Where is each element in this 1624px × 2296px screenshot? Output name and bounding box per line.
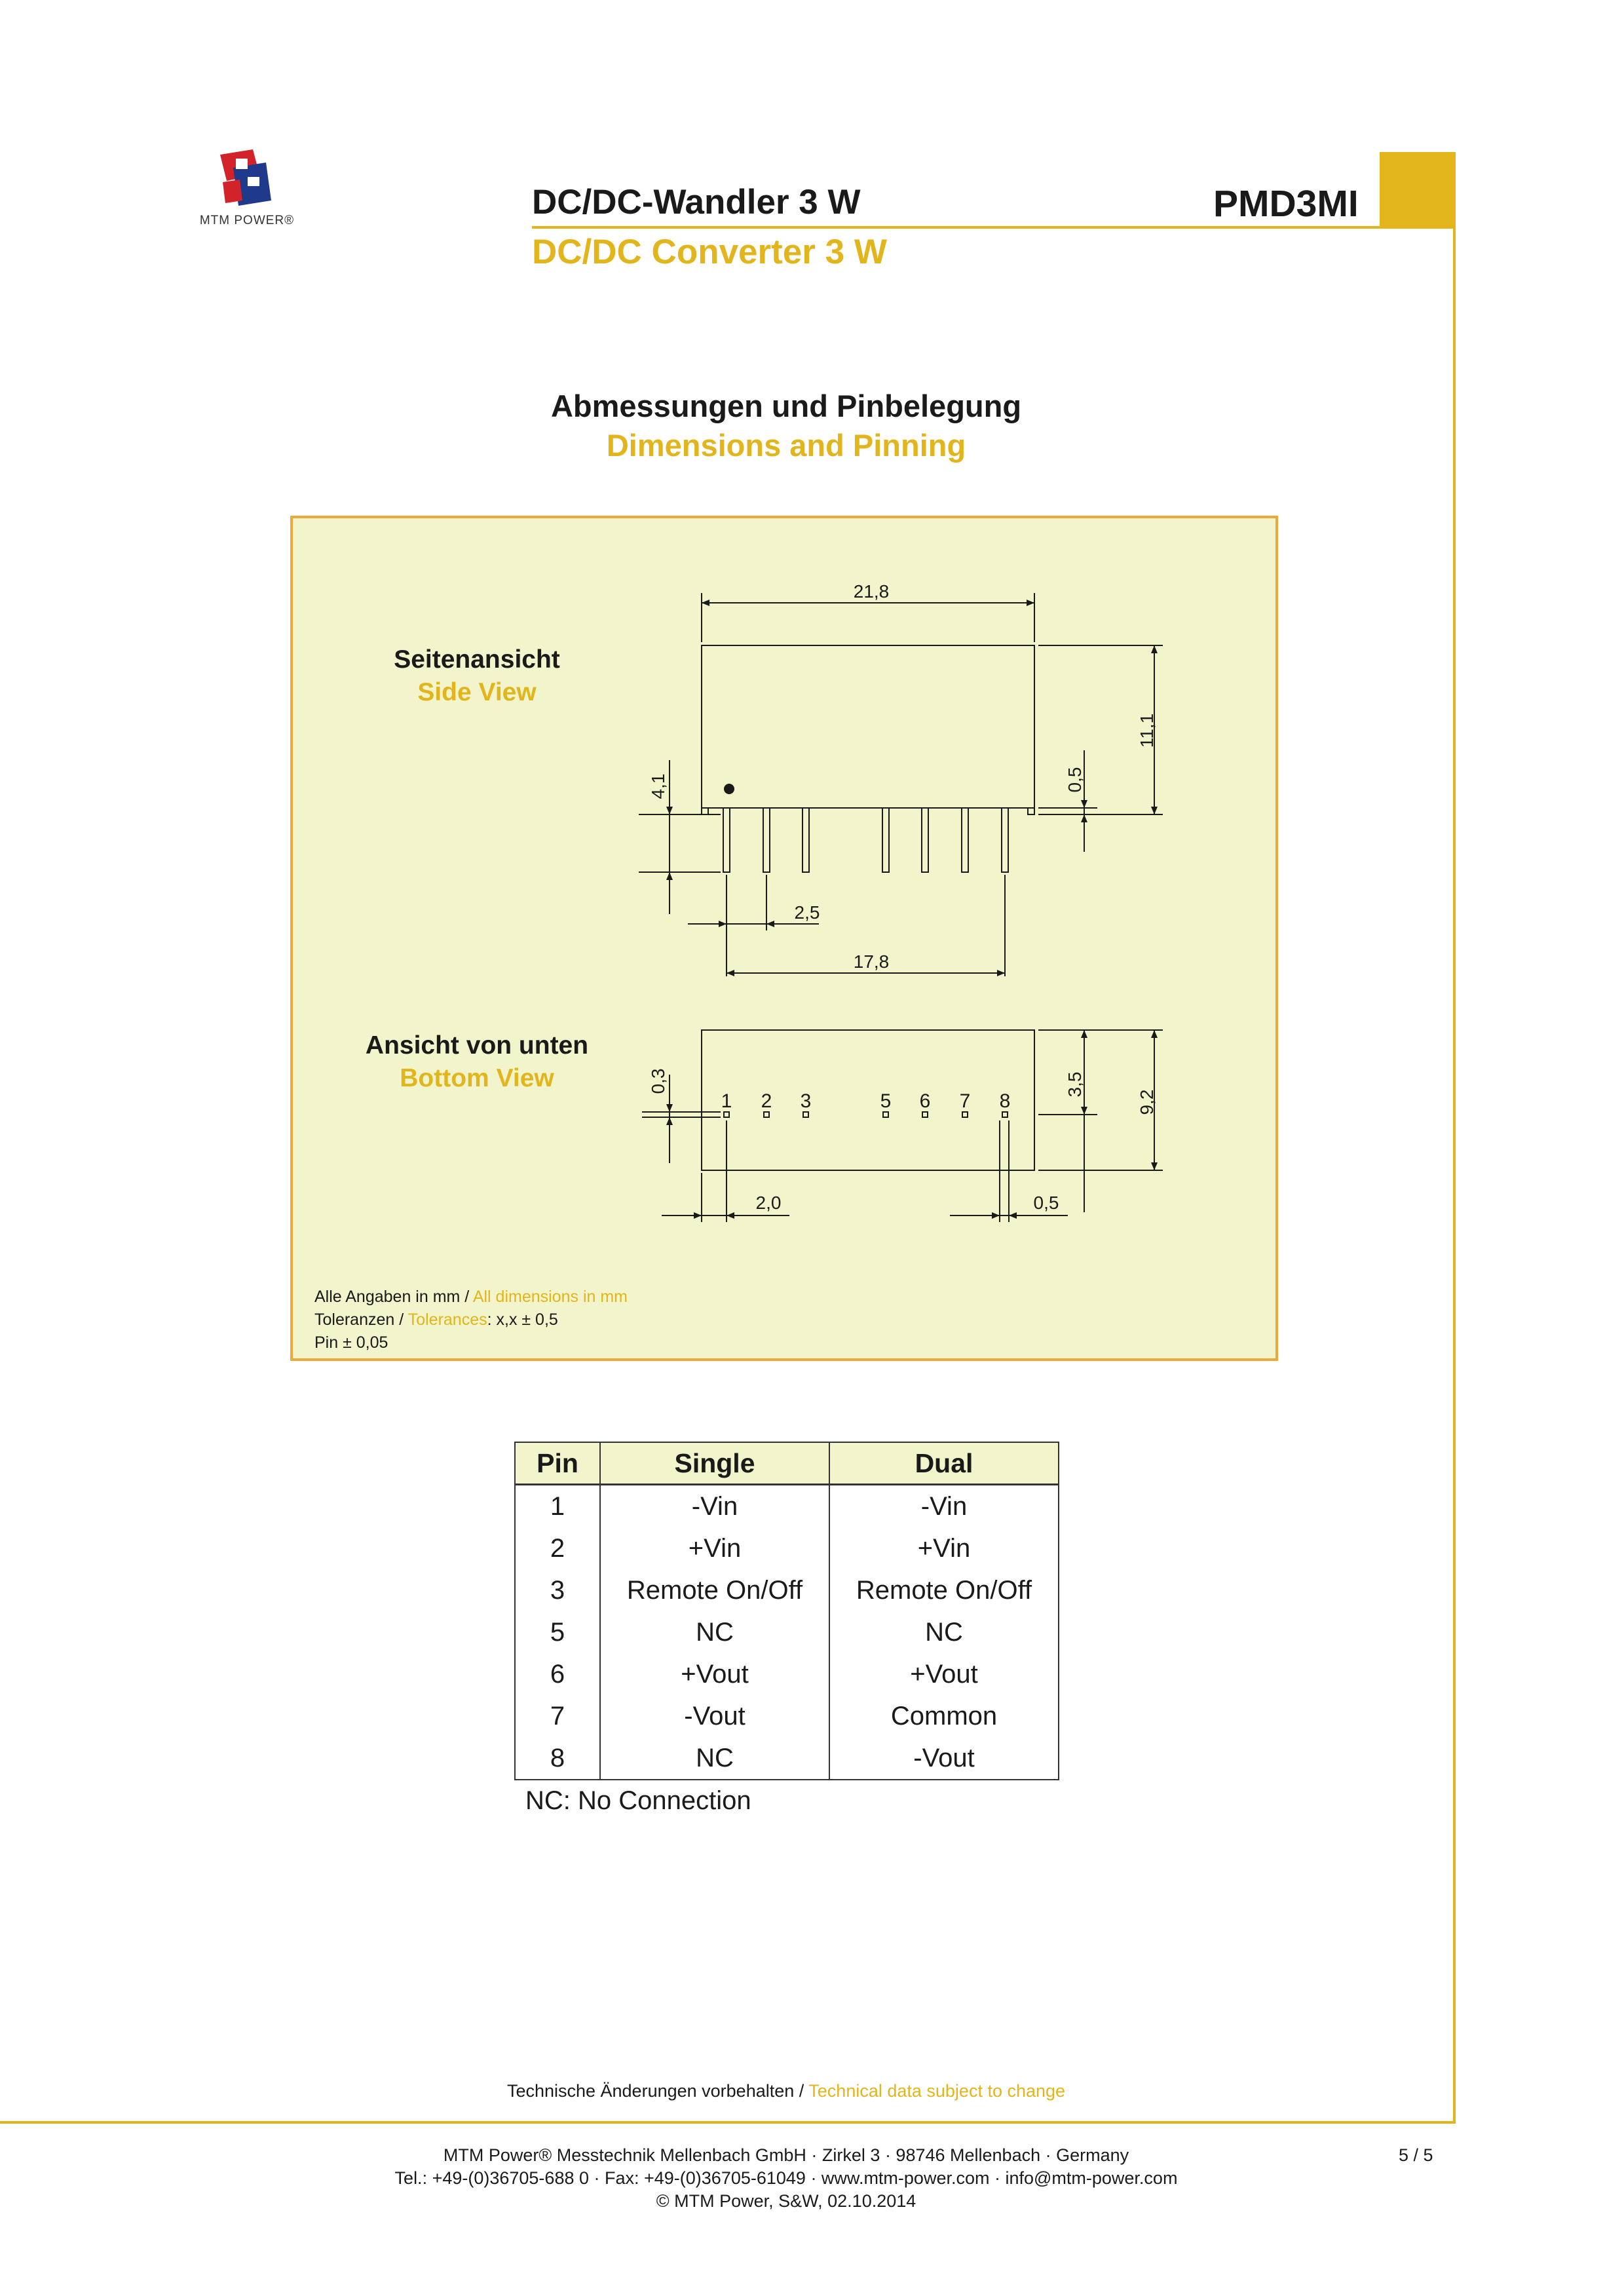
tech-note [0, 2081, 1572, 2101]
table-header: Dual [829, 1442, 1059, 1485]
pin-number: 1 [721, 1090, 732, 1112]
dim-pin-span: 17,8 [853, 951, 890, 972]
table-cell: -Vin [600, 1485, 829, 1528]
pin-1-marker [724, 784, 734, 794]
table-header: Single [600, 1442, 829, 1485]
dim-bottom-pin-offset: 0,3 [648, 1068, 668, 1094]
standoff-right [1028, 808, 1034, 814]
diagram-notes [314, 1286, 628, 1354]
dim-bottom-pin-row: 3,5 [1065, 1071, 1085, 1098]
note-pin-tol: Pin ± 0,05 [314, 1333, 388, 1352]
bottom-view-label-en: Bottom View [400, 1064, 554, 1092]
footer-copyright: © MTM Power, S&W, 02.10.2014 [656, 2191, 916, 2211]
table-row [515, 1611, 1059, 1653]
table-cell: NC [829, 1611, 1059, 1653]
table-cell: 2 [515, 1527, 600, 1569]
note-tol-en: Tolerances [407, 1311, 487, 1329]
dim-bottom-right-offset: 0,5 [1033, 1193, 1059, 1213]
side-pin-3 [803, 808, 809, 872]
table-cell: 3 [515, 1569, 600, 1611]
page-frame-bottom [0, 2121, 1456, 2124]
page-title-en: DC/DC Converter 3 W [532, 233, 887, 271]
bottom-pin-7 [962, 1112, 968, 1117]
dim-width: 21,8 [853, 581, 890, 602]
pinning-table [514, 1442, 1059, 1780]
side-view-label-de: Seitenansicht [394, 645, 560, 674]
bottom-pin-6 [922, 1112, 928, 1117]
logo-text: MTM POWER® [199, 214, 295, 227]
table-cell: +Vin [829, 1527, 1059, 1569]
table-cell: 1 [515, 1485, 600, 1528]
table-row [515, 1695, 1059, 1737]
side-view-body [702, 645, 1034, 808]
note-units-en: All dimensions in mm [472, 1288, 628, 1306]
bottom-view-label-de: Ansicht von unten [365, 1031, 589, 1060]
side-pin-6 [922, 808, 928, 872]
table-header: Pin [515, 1442, 600, 1485]
table-header-row [515, 1442, 1059, 1485]
table-cell: +Vout [600, 1653, 829, 1695]
pin-number: 7 [959, 1090, 971, 1112]
footer-address: MTM Power® Messtechnik Mellenbach GmbH · Zirkel 3 · 98746 Mellenbach · Germany [443, 2145, 1129, 2165]
tech-note-de: Technische Änderungen vorbehalten / [506, 2081, 809, 2101]
dim-pin-length: 4,1 [648, 773, 668, 799]
note-tol-value: : x,x ± 0,5 [487, 1311, 558, 1329]
pin-number: 8 [999, 1090, 1011, 1112]
table-cell: -Vout [600, 1695, 829, 1737]
tech-note-en: Technical data subject to change [808, 2081, 1066, 2101]
pin-number: 5 [880, 1090, 892, 1112]
bottom-view-body [702, 1030, 1034, 1170]
table-cell: 5 [515, 1611, 600, 1653]
section-title-en: Dimensions and Pinning [606, 428, 966, 463]
page-title-de: DC/DC-Wandler 3 W [532, 183, 861, 221]
table-row [515, 1527, 1059, 1569]
pin-number: 3 [800, 1090, 812, 1112]
table-cell: -Vout [829, 1737, 1059, 1780]
table-row [515, 1737, 1059, 1780]
footer-contact: Tel.: +49-(0)36705-688 0 · Fax: +49-(0)36705-61049 · www.mtm-power.com · info@mtm-power.com [394, 2168, 1178, 2188]
nc-note: NC: No Connection [525, 1786, 751, 1815]
table-cell: 8 [515, 1737, 600, 1780]
dim-bottom-left-offset: 2,0 [755, 1193, 782, 1213]
bottom-pin-8 [1002, 1112, 1008, 1117]
side-pin-7 [962, 808, 968, 872]
pin-number: 2 [761, 1090, 772, 1112]
dim-height: 11,1 [1137, 713, 1157, 748]
table-cell: Remote On/Off [829, 1569, 1059, 1611]
note-tol-de: Toleranzen / [314, 1311, 408, 1329]
pin-number: 6 [919, 1090, 931, 1112]
table-cell: -Vin [829, 1485, 1059, 1528]
side-pin-5 [882, 808, 889, 872]
table-cell: 6 [515, 1653, 600, 1695]
side-view-label-en: Side View [417, 678, 537, 706]
table-row [515, 1485, 1059, 1528]
table-cell: NC [600, 1611, 829, 1653]
bottom-pin-3 [803, 1112, 808, 1117]
side-pin-8 [1002, 808, 1008, 872]
dim-standoff: 0,5 [1065, 767, 1085, 793]
side-pin-2 [763, 808, 770, 872]
table-row [515, 1569, 1059, 1611]
table-cell: Remote On/Off [600, 1569, 829, 1611]
bottom-pin-5 [883, 1112, 888, 1117]
table-cell: NC [600, 1737, 829, 1780]
table-cell: 7 [515, 1695, 600, 1737]
standoff-left [702, 808, 708, 814]
side-pin-1 [723, 808, 730, 872]
page-number: 5 / 5 [1399, 2145, 1433, 2165]
section-title-de: Abmessungen und Pinbelegung [550, 389, 1022, 423]
model-number: PMD3MI [1213, 183, 1359, 225]
table-cell: Common [829, 1695, 1059, 1737]
note-units-de: Alle Angaben in mm / [314, 1288, 473, 1306]
table-row [515, 1653, 1059, 1695]
bottom-pin-1 [724, 1112, 729, 1117]
dim-pitch: 2,5 [794, 902, 820, 923]
table-cell: +Vin [600, 1527, 829, 1569]
table-cell: +Vout [829, 1653, 1059, 1695]
bottom-pin-2 [764, 1112, 769, 1117]
dim-bottom-depth: 9,2 [1137, 1089, 1157, 1115]
